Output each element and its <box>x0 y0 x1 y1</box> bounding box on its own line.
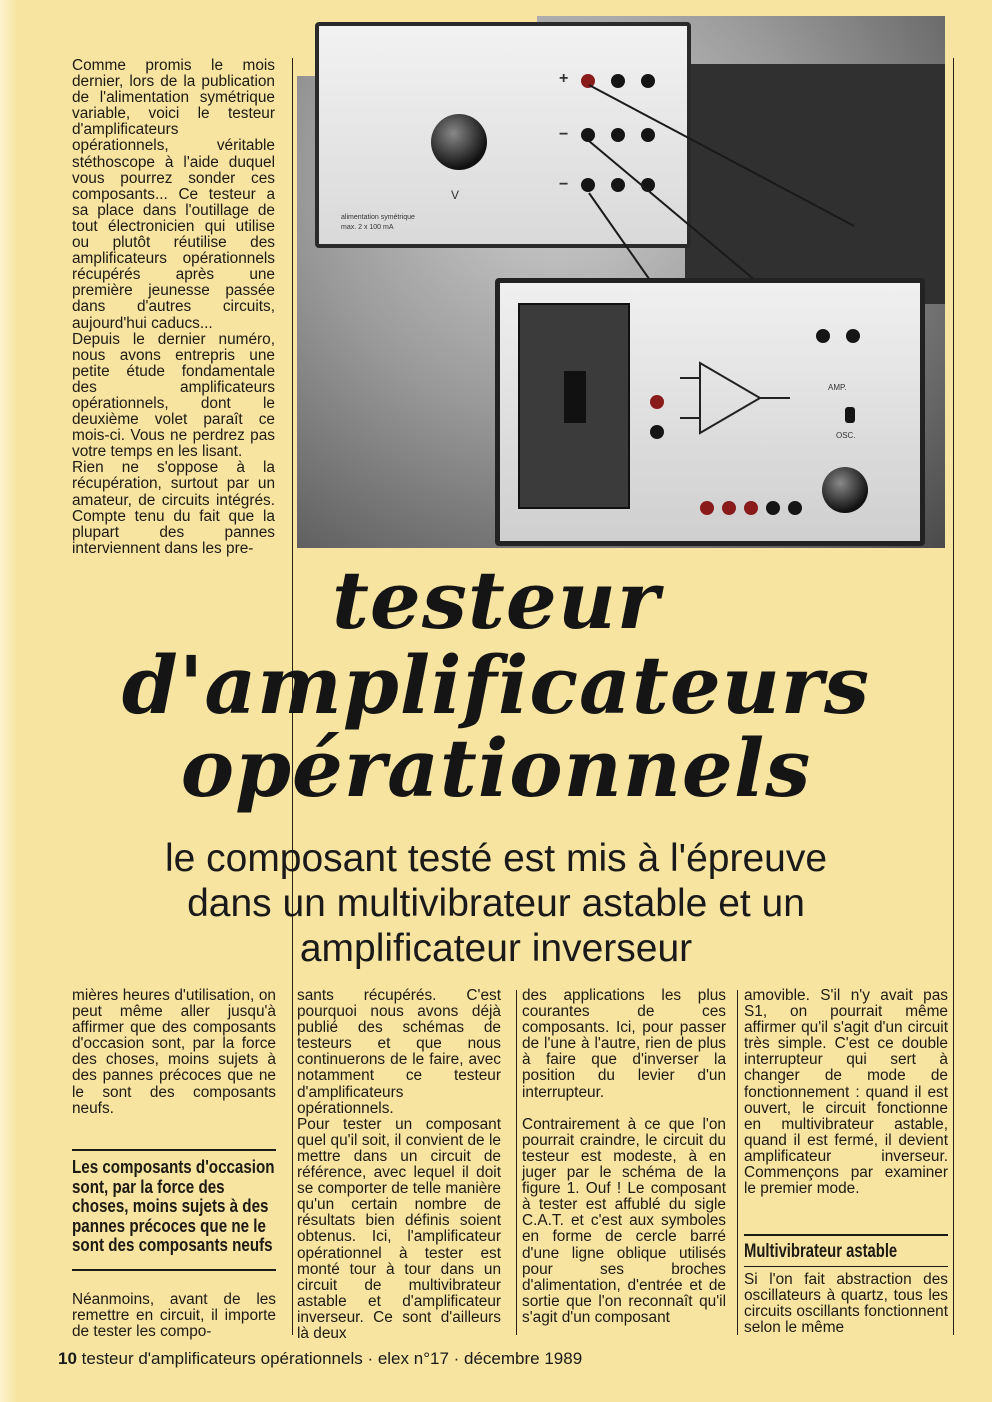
column-rule <box>516 990 517 1335</box>
mode-toggle-switch-icon <box>845 407 855 423</box>
adjust-knob-icon <box>822 467 868 513</box>
terminal-jack-icon <box>641 74 655 88</box>
article-subtitle: le composant testé est mis à l'épreuve dans un multivibrateur astable et un amplificateur inverseur <box>164 837 828 970</box>
ic-socket-icon <box>564 371 586 423</box>
terminal-jack-icon <box>611 74 625 88</box>
amp-mode-label: AMP. <box>828 383 847 392</box>
power-supply-box <box>315 22 691 248</box>
terminal-jack-icon <box>611 128 625 142</box>
pullquote-rule-top <box>72 1149 276 1151</box>
terminal-jack-icon <box>581 128 595 142</box>
test-socket-board <box>518 303 630 509</box>
column-1-text: mières heures d'utilisation, on peut même aller jusqu'à affirmer que des composants d'occasion sont, par la force des choses, moins sujets à des pannes précoces que ne le sont des composants neufs. <box>72 987 276 1117</box>
article-title-line1: testeur <box>331 553 661 647</box>
supply-label-line2: max. 2 x 100 mA <box>341 224 394 231</box>
opamp-tester-box <box>495 278 925 546</box>
tester-photo <box>297 16 945 548</box>
subheading-rule <box>744 1234 948 1236</box>
terminal-jack-icon <box>846 329 860 343</box>
column-rule <box>953 58 954 1335</box>
subheading-rule-bottom <box>744 1266 948 1267</box>
minus-terminal-label-2: − <box>559 176 569 193</box>
supply-label-line1: alimentation symétrique <box>341 214 415 221</box>
page-number: 10 <box>58 1349 77 1368</box>
terminal-jack-icon <box>744 501 758 515</box>
voltage-knob-icon <box>431 114 487 170</box>
terminal-jack-icon <box>611 178 625 192</box>
terminal-jack-icon <box>650 425 664 439</box>
column-2-text: sants récupérés. C'est pourquoi nous avons déjà publié des schémas de testeurs et que nous continuerons de le faire, avec notamment ce testeur d'amplificateurs opérationnels. Pour tester un composant quel qu'il soit, il convient de le mettre dans un circuit de référence, avec lequel il doit se comporter de telle manière qu'un certain nombre de résultats bien définis soient obtenus. Ici, l'amplificateur opérationnel à tester est monté tour à tour dans un circuit de multivibrateur astable et d'amplificateur inverseur. Ce sont d'ailleurs là deux <box>297 987 501 1342</box>
terminal-jack-icon <box>788 501 802 515</box>
pull-quote: Les composants d'occasion sont, par la force des choses, moins sujets à des pannes précoces que ne le sont des composants neufs <box>72 1156 275 1255</box>
terminal-jack-icon <box>641 128 655 142</box>
column-3-text: des applications les plus courantes de ces composants. Ici, pour passer de l'une à l'autre, rien de plus à faire que d'inverser la position du levier d'un interrupteur. Contrairement à ce que l'on pourrait craindre, le circuit du testeur est modeste, à en juger par le schéma de la figure 1. Ouf ! Le composant à tester est affublé du sigle C.A.T. et c'est aux symboles en forme de cercle barré d'une ligne oblique utilisés pour ses broches d'alimentation, d'entrée et de sortie que l'on reconnaît qu'il s'agit d'un composant <box>522 987 726 1326</box>
terminal-jack-icon <box>700 501 714 515</box>
footer-text: testeur d'amplificateurs opérationnels · elex n°17 · décembre 1989 <box>81 1349 583 1368</box>
voltage-label: V <box>451 188 460 202</box>
minus-terminal-label: − <box>559 126 569 143</box>
terminal-jack-icon <box>722 501 736 515</box>
osc-mode-label: OSC. <box>836 431 856 440</box>
column-4-text: amovible. S'il n'y avait pas S1, on pourrait même affirmer qu'il s'agit d'un circuit très simple. C'est ce double interrupteur qui sert à changer de mode de fonctionnement : quand il est ouvert, le circuit fonctionne en multivibrateur astable, quand il est fermé, il devient amplificateur inverseur. Commençons par examiner le premier mode. <box>744 987 948 1198</box>
column-4-bottom-text: Si l'on fait abstraction des oscillateurs à quartz, tous les circuits oscillants fonctionnent selon le même <box>744 1271 948 1337</box>
article-title-line3: opérationnels <box>180 721 812 815</box>
pullquote-rule-bottom <box>72 1269 276 1271</box>
plus-terminal-label: + <box>559 70 569 87</box>
terminal-jack-icon <box>766 501 780 515</box>
terminal-jack-icon <box>581 178 595 192</box>
terminal-jack-icon <box>816 329 830 343</box>
photo-dark-background <box>685 64 945 304</box>
column-rule <box>737 990 738 1335</box>
intro-paragraph: Comme promis le mois dernier, lors de la publication de l'alimentation symétrique variable, voici le testeur d'amplificateurs opérationnels, véritable stéthoscope à l'aide duquel vous pourrez sonder ces composants... Ce testeur a sa place dans l'outillage de tout électronicien qui utilise ou plutôt réutilise des amplificateurs opérationnels récupérés après une première jeunesse passée dans d'autres circuits, aujourd'hui caducs... Depuis le dernier numéro, nous avons entrepris une petite étude fondamentale des amplificateurs opérationnels, dont le deuxième volet paraît ce mois-ci. Vous ne perdrez pas votre temps en les lisant. Rien ne s'oppose à la récupération, surtout par un amateur, de circuits intégrés. Compte tenu du fait que la plupart des pannes interviennent dans les pre- <box>72 57 275 557</box>
terminal-jack-icon <box>650 395 664 409</box>
column-1-bottom-text: Néanmoins, avant de les remettre en circuit, il importe de tester les compo- <box>72 1291 276 1341</box>
opamp-symbol-icon <box>680 353 800 443</box>
section-heading: Multivibrateur astable <box>744 1241 898 1262</box>
article-title-line2: d'amplificateurs <box>121 638 871 732</box>
page-footer <box>58 1349 582 1369</box>
